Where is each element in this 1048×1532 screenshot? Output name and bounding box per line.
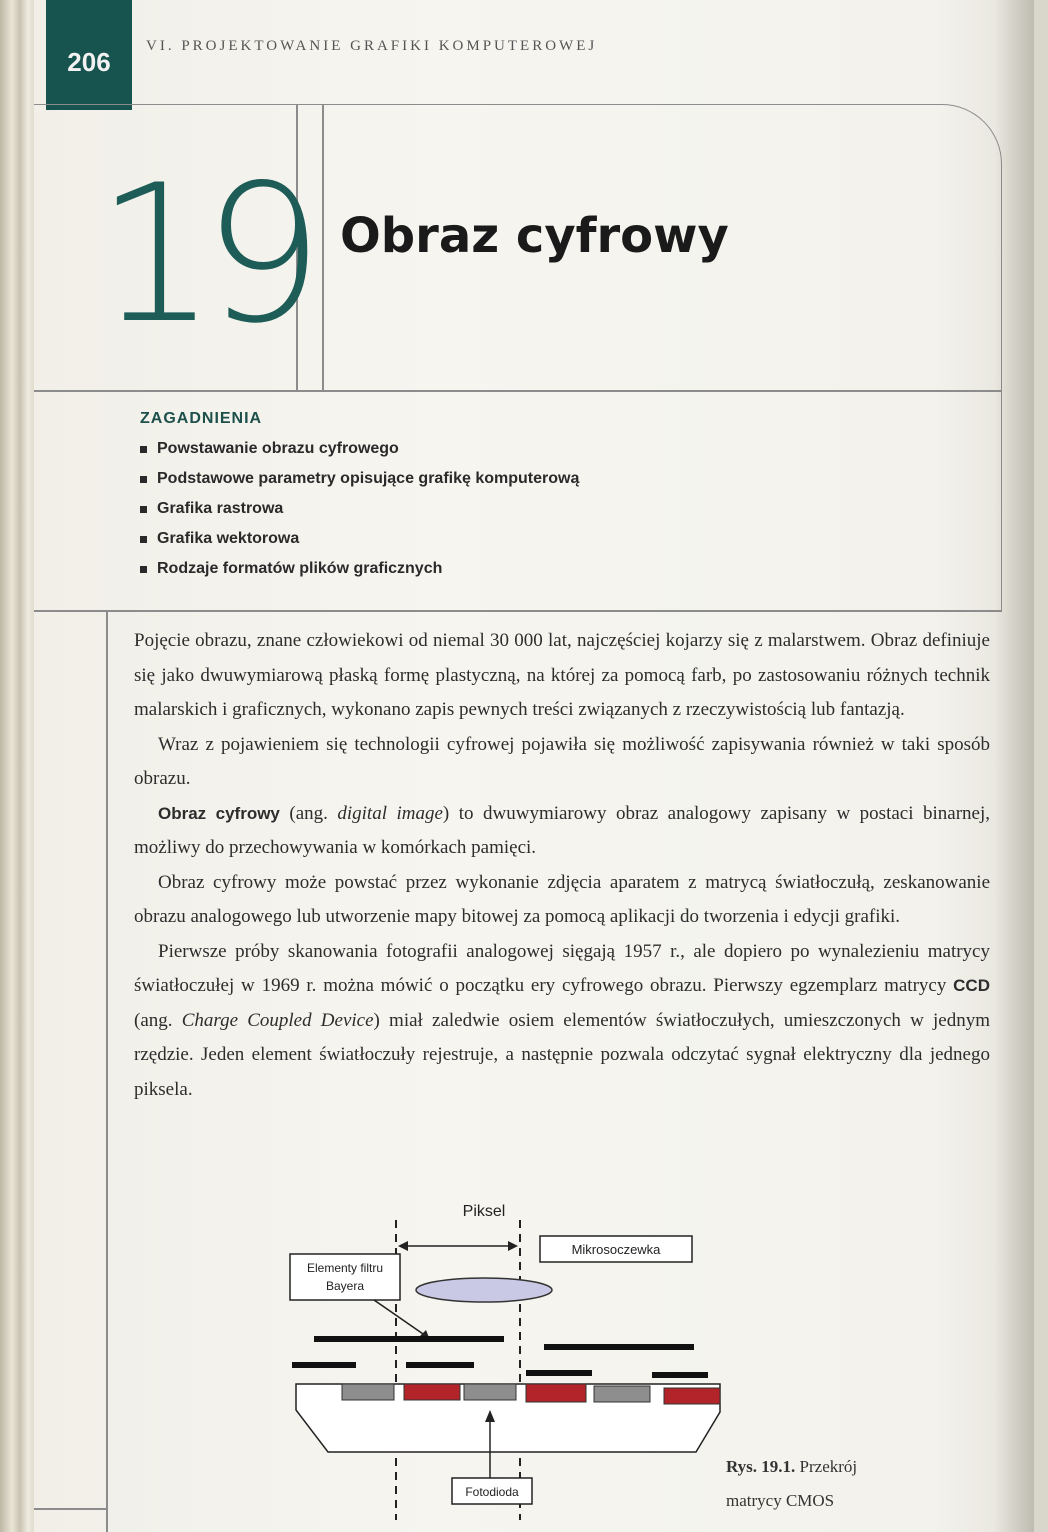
term-english: Charge Coupled Device [181, 1009, 374, 1031]
filter-red [526, 1384, 586, 1402]
filter-red [664, 1388, 720, 1404]
filter-gray [594, 1386, 650, 1402]
bullet-icon [140, 566, 147, 573]
paragraph: Wraz z pojawieniem się technologii cyfrowej pojawiła się możliwość zapisywania również w taki sposób obrazu. [134, 733, 990, 789]
label-pixel: Piksel [462, 1203, 506, 1220]
running-head: VI. PROJEKTOWANIE GRAFIKI KOMPUTEROWEJ [146, 38, 598, 54]
paragraph: Pojęcie obrazu, znane człowiekowi od niemal 30 000 lat, najczęściej kojarzy się z malarstwem. Obraz definiuje się jako dwuwymiarową płaską formę plastyczną, na której za pomocą farb, po zastosowaniu różnych technik malarskich i graficznych, wykonano zapis pewnych treści związanych z rzeczywistością lub fantazją. [134, 630, 990, 720]
page-number: 206 [46, 0, 132, 110]
metal-layer [544, 1344, 694, 1350]
term-english: digital image [337, 802, 443, 824]
topics-list [140, 434, 579, 584]
filter-gray [342, 1384, 394, 1400]
list-item: Podstawowe parametry opisujące grafikę komputerową [140, 464, 579, 494]
list-item: Rodzaje formatów plików graficznych [140, 554, 579, 584]
cmos-diagram [244, 1190, 724, 1520]
metal-cap [526, 1370, 592, 1376]
term-bold: Obraz cyfrowy [158, 803, 280, 823]
metal-layer [314, 1336, 504, 1342]
figure-caption: Rys. 19.1. Przekrój matrycy CMOS [726, 1457, 858, 1510]
body-text [134, 624, 990, 1107]
list-item: Grafika rastrowa [140, 494, 579, 524]
paragraph: Obraz cyfrowy (ang. digital image) to dwuwymiarowy obraz analogowy zapisany w postaci binarnej, możliwy do przechowywania w komórkach pamięci. [134, 802, 990, 858]
label-photodiode: Fotodioda [465, 1485, 519, 1499]
topics-heading: ZAGADNIENIA [140, 410, 263, 427]
topics-box [140, 410, 579, 584]
list-item: Grafika wektorowa [140, 524, 579, 554]
label-bayer-line2: Bayera [325, 1279, 365, 1293]
frame-bottom-rule [34, 1508, 106, 1510]
bullet-icon [140, 476, 147, 483]
term-bold: CCD [953, 976, 990, 995]
metal-cap [652, 1372, 708, 1378]
bullet-icon [140, 446, 147, 453]
frame-rule-1 [34, 390, 1002, 392]
page-curve-shadow [994, 0, 1034, 1532]
frame-text-left-rule [106, 610, 108, 1532]
filter-red [404, 1384, 460, 1400]
filter-gray [464, 1384, 516, 1400]
list-item: Powstawanie obrazu cyfrowego [140, 434, 579, 464]
bullet-icon [140, 536, 147, 543]
arrow-head-left [398, 1241, 408, 1251]
bayer-pointer [374, 1300, 426, 1336]
metal-cap [292, 1362, 356, 1368]
bullet-icon [140, 506, 147, 513]
frame-rule-2 [34, 610, 1002, 612]
label-microlens: Mikrosoczewka [571, 1242, 661, 1257]
frame-divider-right [322, 104, 324, 390]
chapter-title: Obraz cyfrowy [340, 208, 729, 264]
microlens [416, 1278, 552, 1302]
metal-cap [406, 1362, 474, 1368]
caption-label: Rys. 19.1. [726, 1457, 796, 1476]
paragraph: Obraz cyfrowy może powstać przez wykonanie zdjęcia aparatem z matrycą światłoczułą, zeskanowanie obrazu analogowego lub utworzenie mapy bitowej za pomocą aplikacji do tworzenia i edycji grafiki. [134, 871, 990, 927]
paragraph: Pierwsze próby skanowania fotografii analogowej sięgają 1957 r., ale dopiero po wynalezieniu matrycy światłoczułej w 1969 r. można mówić o początku ery cyfrowego obrazu. Pierwszy egzemplarz matrycy CCD (ang. Charge Coupled Device) miał zaledwie osiem elementów światłoczułych, umieszczonych w jednym rzędzie. Jeden element światłoczuły rejestruje, a następnie pozwala odczytać sygnał elektryczny dla jednego piksela. [134, 940, 990, 1100]
label-bayer-line1: Elementy filtru [306, 1261, 384, 1275]
chapter-number: 19 [96, 144, 310, 365]
book-page [34, 0, 1034, 1532]
arrow-head-right [508, 1241, 518, 1251]
